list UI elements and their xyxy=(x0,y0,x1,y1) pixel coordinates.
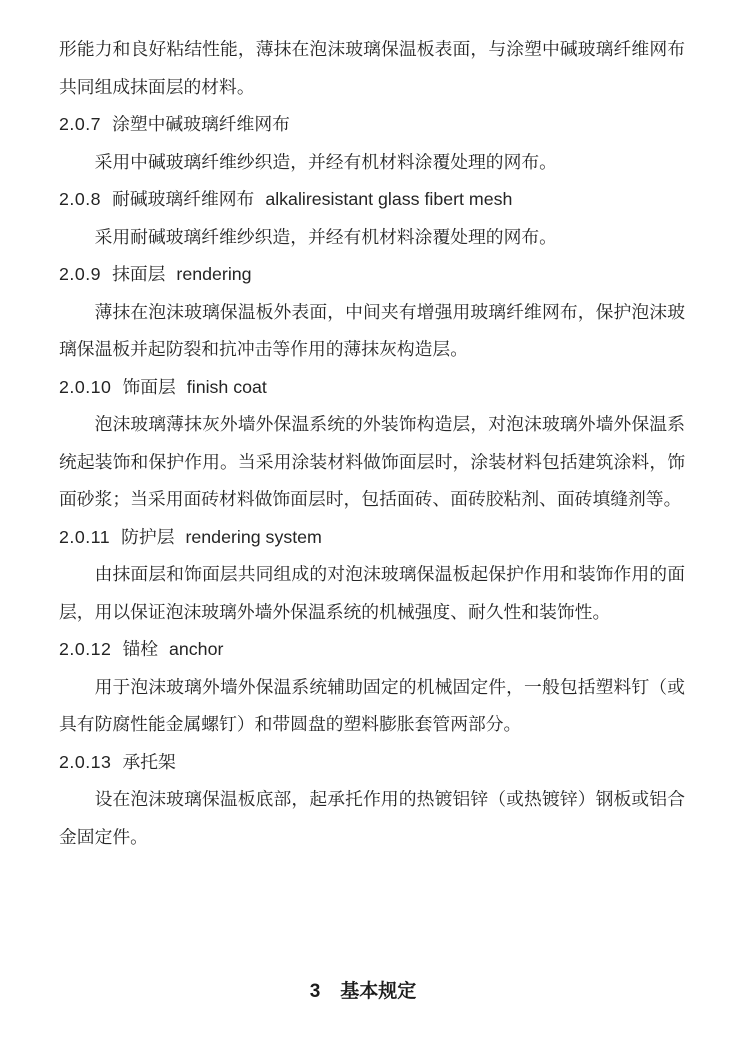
term-heading-2-0-11 xyxy=(59,519,685,557)
term-heading-2-0-10 xyxy=(59,369,685,407)
term-name-cn: 锚栓 xyxy=(122,639,159,659)
term-definition: 设在泡沫玻璃保温板底部，起承托作用的热镀铝锌（或热镀锌）钢板或铝合金固定件。 xyxy=(59,789,685,847)
term-heading-2-0-13 xyxy=(59,744,685,782)
term-heading-2-0-7 xyxy=(59,106,685,144)
term-name-en: rendering system xyxy=(185,526,322,547)
term-number: 2.0.8 xyxy=(59,189,102,209)
term-name-cn: 防护层 xyxy=(121,526,175,547)
term-name-en: rendering xyxy=(176,264,252,284)
term-name-cn: 涂塑中碱玻璃纤维网布 xyxy=(112,114,290,134)
term-definition: 由抹面层和饰面层共同组成的对泡沫玻璃保温板起保护作用和装饰作用的面层，用以保证泡沫玻璃外墙外保温系统的机械强度、耐久性和装饰性。 xyxy=(59,564,685,622)
term-heading-2-0-12 xyxy=(59,631,685,669)
term-number: 2.0.12 xyxy=(59,639,112,659)
term-definition: 采用中碱玻璃纤维纱织造，并经有机材料涂覆处理的网布。 xyxy=(94,151,557,172)
term-heading-2-0-8 xyxy=(59,181,685,219)
term-heading-2-0-9 xyxy=(59,256,685,294)
chapter-number: 3 xyxy=(309,981,321,1002)
term-number: 2.0.13 xyxy=(59,751,112,772)
term-name-en: anchor xyxy=(169,639,224,659)
chapter-title: 基本规定 xyxy=(340,981,417,1002)
term-name-cn: 饰面层 xyxy=(122,376,176,397)
term-name-en: finish coat xyxy=(186,376,267,397)
term-definition: 泡沫玻璃薄抹灰外墙外保温系统的外装饰构造层，对泡沫玻璃外墙外保温系统起装饰和保护作用。当采用涂装材料做饰面层时，涂装材料包括建筑涂料，饰面砂浆；当采用面砖材料做饰面层时，包括面砖、面砖胶粘剂、面砖填缝剂等。 xyxy=(59,414,685,509)
term-name-cn: 承托架 xyxy=(122,751,176,772)
term-number: 2.0.11 xyxy=(59,526,111,547)
term-name-cn: 抹面层 xyxy=(112,264,166,284)
continuation-paragraph: 形能力和良好粘结性能，薄抹在泡沫玻璃保温板表面，与涂塑中碱玻璃纤维网布共同组成抹面层的材料。 xyxy=(59,39,685,97)
chapter-heading xyxy=(0,973,735,1011)
term-definition: 用于泡沫玻璃外墙外保温系统辅助固定的机械固定件，一般包括塑料钉（或具有防腐性能金属螺钉）和带圆盘的塑料膨胀套管两部分。 xyxy=(59,676,685,734)
term-definition: 薄抹在泡沫玻璃保温板外表面，中间夹有增强用玻璃纤维网布，保护泡沫玻璃保温板并起防裂和抗冲击等作用的薄抹灰构造层。 xyxy=(59,301,685,359)
terms-content xyxy=(59,31,685,856)
term-number: 2.0.10 xyxy=(59,376,112,397)
term-definition: 采用耐碱玻璃纤维纱织造，并经有机材料涂覆处理的网布。 xyxy=(94,226,557,247)
term-number: 2.0.9 xyxy=(59,264,102,284)
term-number: 2.0.7 xyxy=(59,114,102,134)
term-name-cn: 耐碱玻璃纤维网布 xyxy=(112,189,255,209)
term-name-en: alkaliresistant glass fibert mesh xyxy=(265,189,513,209)
